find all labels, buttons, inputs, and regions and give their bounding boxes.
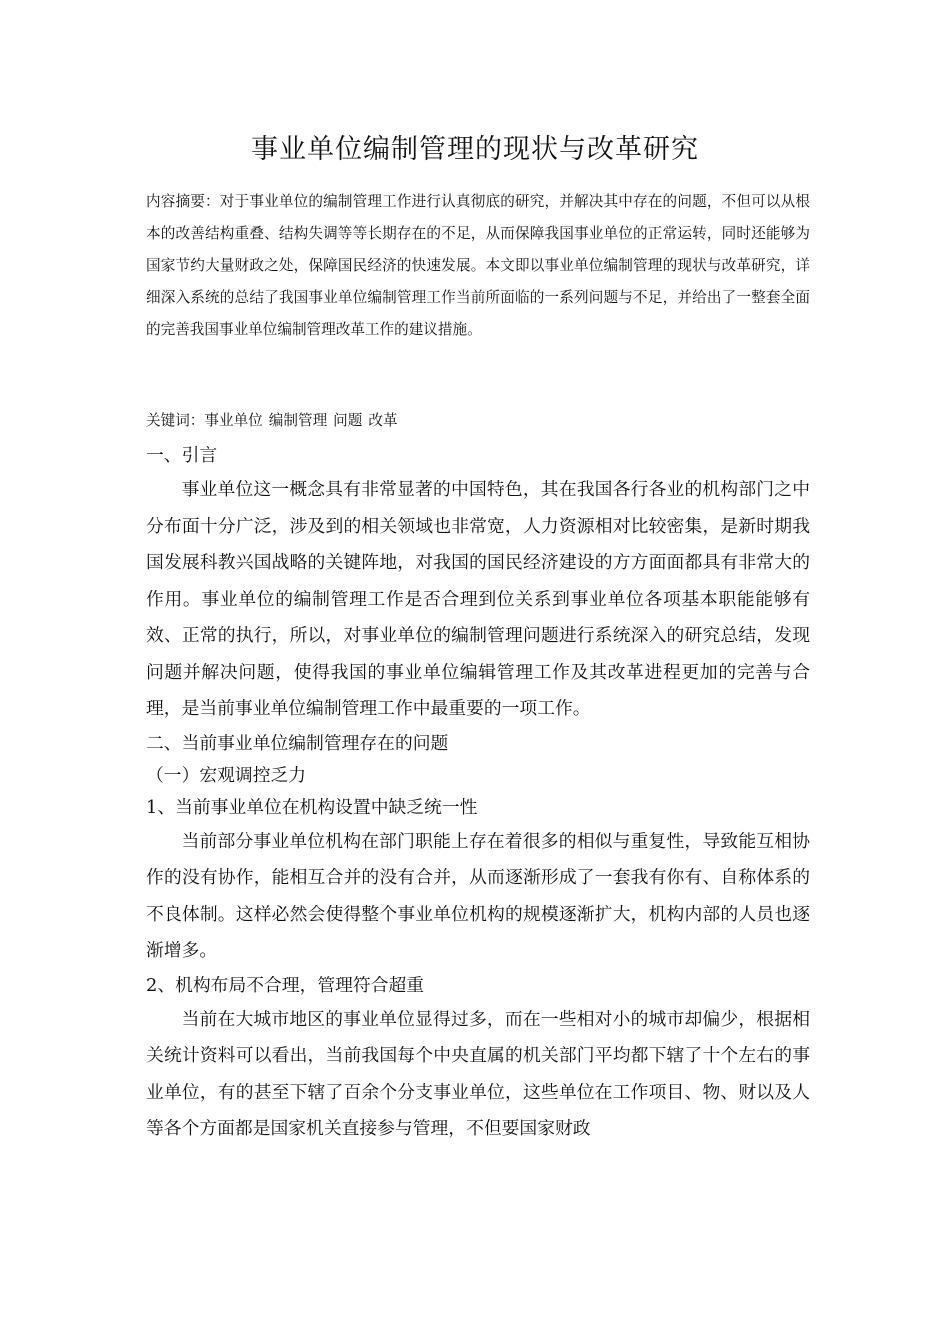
item-heading: 1、当前事业单位在机构设置中缺乏统一性	[146, 796, 478, 818]
keywords-label: 关键词：	[146, 412, 205, 429]
item-heading: 2、机构布局不合理，管理符合超重	[146, 974, 425, 996]
body-content	[146, 440, 810, 1148]
paper-title: 事业单位编制管理的现状与改革研究	[251, 134, 699, 165]
section-heading-problems: 二、当前事业单位编制管理存在的问题	[146, 732, 449, 754]
keyword-item: 编制管理	[268, 412, 328, 429]
paragraph: 事业单位这一概念具有非常显著的中国特色，其在我国各行各业的机构部门之中分布面十分广泛，涉及到的相关领域也非常宽，人力资源相对比较密集，是新时期我国发展科教兴国战略的关键阵地，对我国的国民经济建设的方方面面都具有非常大的作用。事业单位的编制管理工作是否合理到位关系到事业单位各项基本职能能够有效、正常的执行，所以，对事业单位的编制管理问题进行系统深入的研究总结，发现问题并解决问题，使得我国的事业单位编辑管理工作及其改革进程更加的完善与合理，是当前事业单位编制管理工作中最重要的一项工作。	[146, 479, 810, 719]
keyword-item: 问题	[333, 412, 363, 429]
abstract	[146, 186, 810, 346]
keyword-item: 事业单位	[204, 412, 263, 429]
keywords	[146, 406, 810, 436]
paragraph: 当前在大城市地区的事业单位显得过多，而在一些相对小的城市却偏少，根据相关统计资料可以看出，当前我国每个中央直属的机关部门平均都下辖了十个左右的事业单位，有的甚至下辖了百余个分支事业单位，这些单位在工作项目、物、财以及人等各个方面都是国家机关直接参与管理，不但要国家财政	[146, 1008, 810, 1139]
abstract-label: 内容摘要：	[146, 193, 220, 210]
paragraph: 当前部分事业单位机构在部门职能上存在着很多的相似与重复性，导致能互相协作的没有协作，能相互合并的没有合并，从而逐渐形成了一套我有你有、自称体系的不良体制。这样必然会使得整个事业单位机构的规模逐渐扩大，机构内部的人员也逐渐增多。	[146, 830, 810, 961]
keyword-item: 改革	[368, 412, 398, 429]
subsection-heading: （一）宏观调控乏力	[146, 764, 307, 786]
abstract-text: 对于事业单位的编制管理工作进行认真彻底的研究，并解决其中存在的问题，不但可以从根本的改善结构重叠、结构失调等等长期存在的不足，从而保障我国事业单位的正常运转，同时还能够为国家节约大量财政之处，保障国民经济的快速发展。本文即以事业单位编制管理的现状与改革研究，详细深入系统的总结了我国事业单位编制管理工作当前所面临的一系列问题与不足，并给出了一整套全面的完善我国事业单位编制管理改革工作的建议措施。	[146, 193, 810, 338]
section-heading-introduction: 一、引言	[146, 445, 218, 466]
